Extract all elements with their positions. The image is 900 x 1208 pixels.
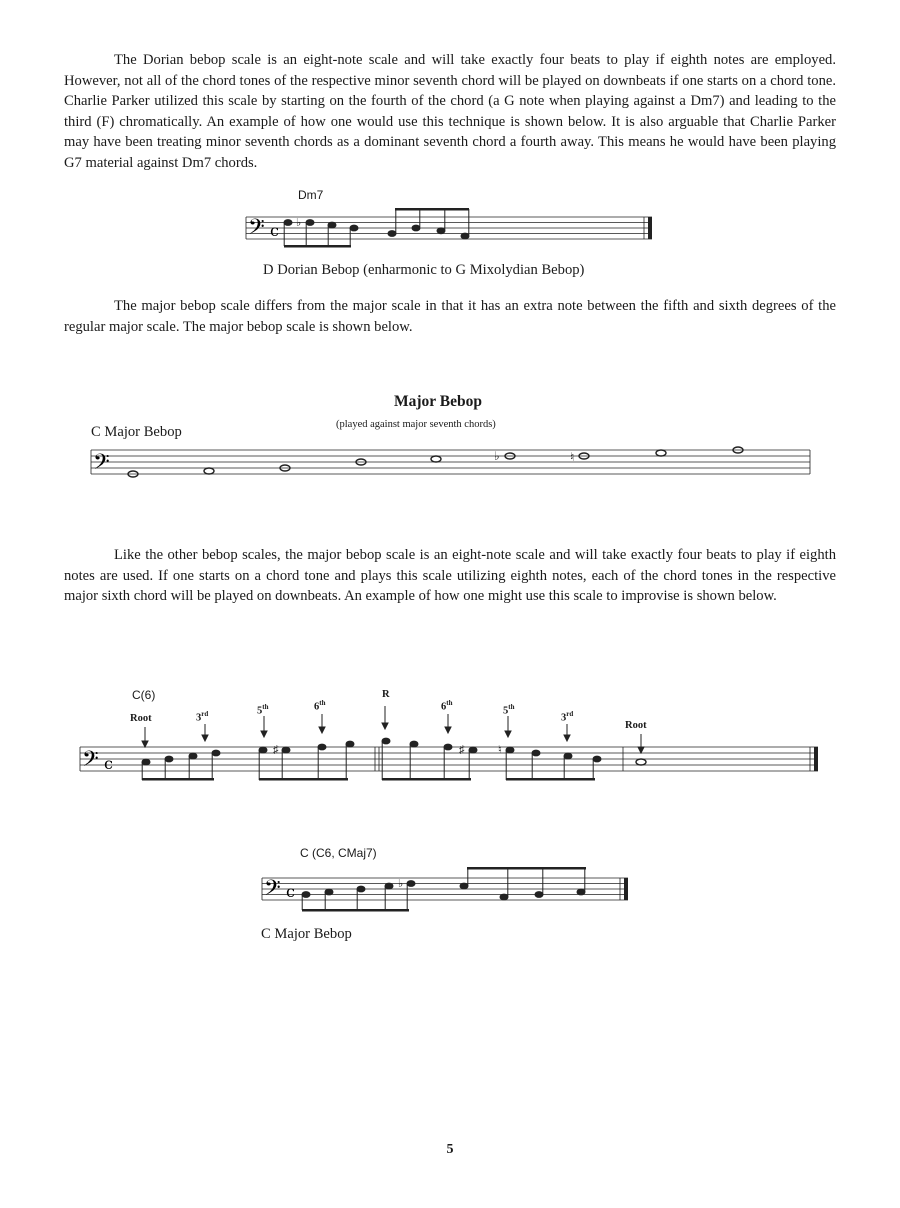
annotation-sixth-1: 6th xyxy=(314,699,326,713)
caption-c-major-bebop: C Major Bebop xyxy=(261,926,352,942)
chord-symbol-dm7: Dm7 xyxy=(298,188,324,202)
annotation-root-2: Root xyxy=(625,720,647,731)
svg-text:♮: ♮ xyxy=(498,744,502,756)
page-number: 5 xyxy=(446,1142,454,1157)
paragraph-major-bebop-usage: Like the other bebop scales, the major bebop scale is an eight-note scale and will take exactly four beats to play if eighth notes are used. If one starts on a chord tone and plays this scale utilizing eighth notes, each of the chord tones in the respective major sixth chord will be played on downbeats. An example of how one might use this scale to improvise is shown below. xyxy=(64,547,836,605)
annotation-third-2: 3rd xyxy=(561,710,574,724)
svg-text:♭: ♭ xyxy=(296,217,302,229)
svg-text:c: c xyxy=(270,221,279,240)
annotation-fifth-1: 5th xyxy=(257,703,269,717)
subheading-major-seventh: (played against major seventh chords) xyxy=(336,419,496,430)
label-c-major-bebop: C Major Bebop xyxy=(91,424,182,440)
svg-text:𝄢: 𝄢 xyxy=(248,215,265,245)
annotation-third-1: 3rd xyxy=(196,710,209,724)
svg-text:♭: ♭ xyxy=(494,449,500,463)
chord-symbol-c-c6-cmaj7: C (C6, CMaj7) xyxy=(300,846,377,860)
paragraph-major-bebop-intro: The major bebop scale differs from the major scale in that it has an extra note between the fifth and sixth degrees of the regular major scale. The major bebop scale is shown below. xyxy=(64,298,836,335)
caption-dorian-bebop: D Dorian Bebop (enharmonic to G Mixolydian Bebop) xyxy=(263,262,585,278)
annotation-fifth-2: 5th xyxy=(503,703,515,717)
svg-text:c: c xyxy=(286,882,295,901)
annotation-sixth-2: 6th xyxy=(441,699,453,713)
svg-text:♮: ♮ xyxy=(570,450,575,464)
svg-text:♯: ♯ xyxy=(459,744,465,756)
chord-symbol-c6: C(6) xyxy=(132,688,156,702)
staff-c-major-bebop-melody xyxy=(258,862,633,917)
svg-text:♯: ♯ xyxy=(273,744,279,756)
annotation-root-1: Root xyxy=(130,713,152,724)
staff-c6-improvisation xyxy=(78,720,823,785)
svg-text:♭: ♭ xyxy=(398,878,404,890)
staff-dorian-bebop xyxy=(242,205,662,255)
svg-text:𝄢: 𝄢 xyxy=(264,876,281,906)
svg-text:c: c xyxy=(104,754,113,773)
annotation-root-r: R xyxy=(382,689,390,700)
svg-text:𝄢: 𝄢 xyxy=(93,450,110,480)
heading-major-bebop: Major Bebop xyxy=(394,393,482,410)
staff-major-bebop-scale xyxy=(88,440,813,490)
svg-text:𝄢: 𝄢 xyxy=(82,747,99,777)
paragraph-dorian-bebop: The Dorian bebop scale is an eight-note scale and will take exactly four beats to play if eighth notes are employed. However, not all of the chord tones of the respective minor seventh chord will be played on downbeats if one starts on a chord tone. Charlie Parker utilized this scale by starting on the fourth of the chord (a G note when playing against a Dm7) and leading to the third (F) chromatically. An example of how one would use this technique is shown below. It is also arguable that Charlie Parker may have been treating minor seventh chords as a dominant seventh chord a fourth away. This means he would have been playing G7 material against Dm7 chords. xyxy=(64,52,836,171)
